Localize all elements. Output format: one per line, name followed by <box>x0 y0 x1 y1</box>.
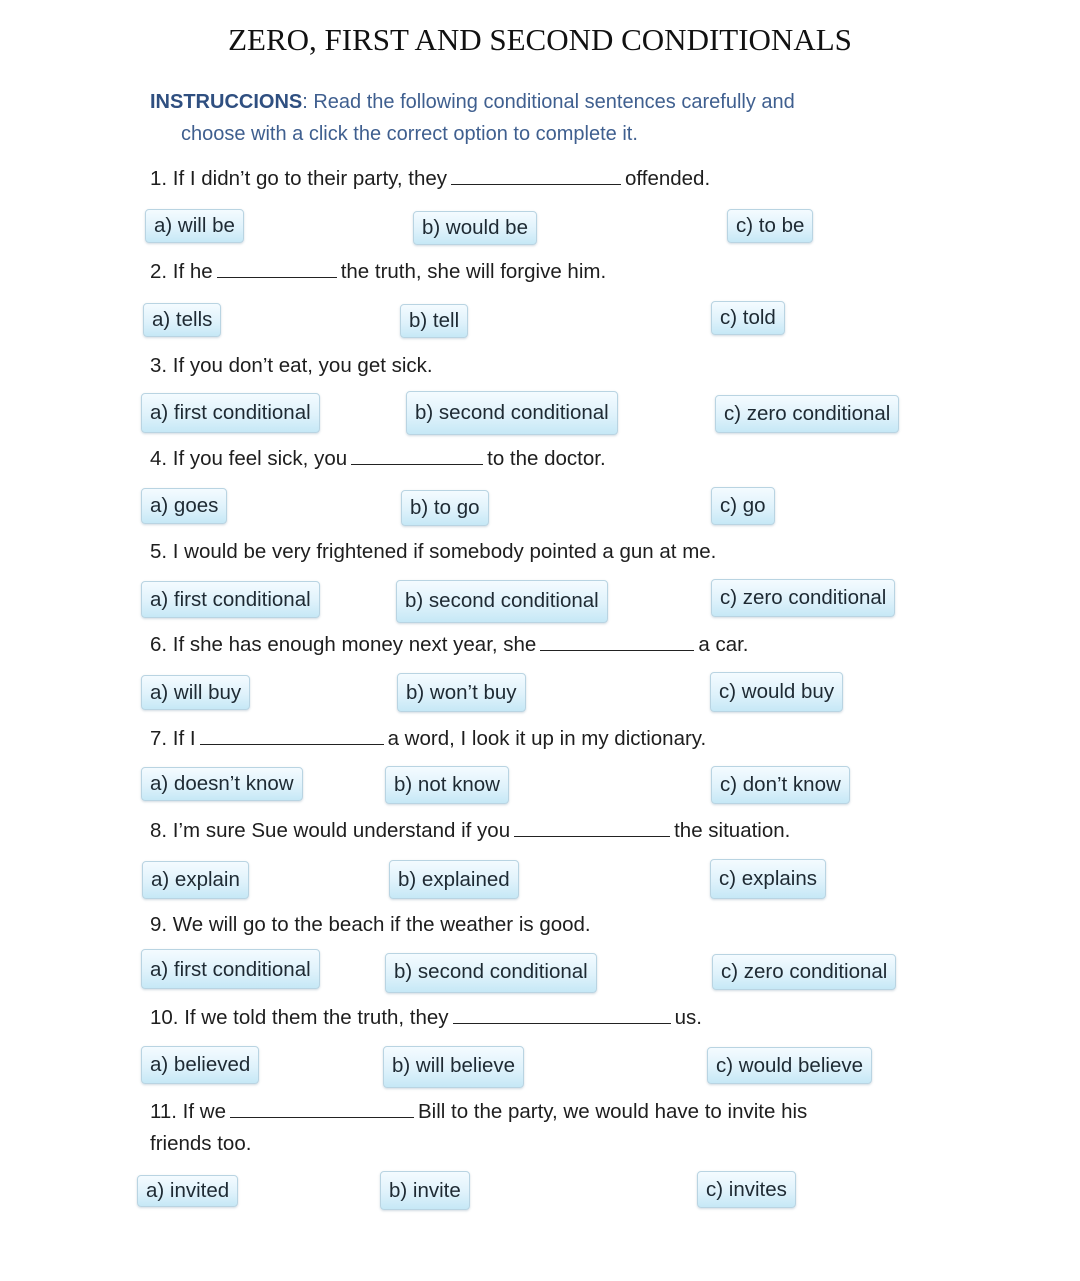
question-text: 11. If we <box>150 1100 226 1123</box>
option-b[interactable]: b) second conditional <box>396 580 608 623</box>
question-text: 1. If I didn’t go to their party, they <box>150 167 448 190</box>
option-c[interactable]: c) to be <box>727 209 813 243</box>
option-b[interactable]: b) to go <box>401 490 489 526</box>
answer-blank <box>217 257 337 278</box>
option-a[interactable]: a) believed <box>141 1046 259 1084</box>
option-c[interactable]: c) zero conditional <box>715 395 899 433</box>
option-a[interactable]: a) tells <box>143 303 221 337</box>
question-9 <box>150 910 591 940</box>
question-3 <box>150 351 433 381</box>
option-b[interactable]: b) tell <box>400 304 468 338</box>
question-text: 3. If you don’t eat, you get sick. <box>150 354 433 377</box>
option-a[interactable]: a) goes <box>141 488 227 524</box>
question-text-end: offended. <box>625 167 711 190</box>
option-c[interactable]: c) would believe <box>707 1047 872 1084</box>
option-b[interactable]: b) explained <box>389 860 519 899</box>
question-text: 5. I would be very frightened if somebody pointed a gun at me. <box>150 540 717 563</box>
question-7 <box>150 724 706 754</box>
question-text-end: to the doctor. <box>487 447 606 470</box>
answer-blank <box>514 816 670 837</box>
question-text: 10. If we told them the truth, they <box>150 1006 449 1029</box>
question-1 <box>150 164 710 194</box>
question-text-end: a word, I look it up in my dictionary. <box>387 727 707 750</box>
worksheet-title: ZERO, FIRST AND SECOND CONDITIONALS <box>228 22 852 57</box>
question-text: 9. We will go to the beach if the weather is good. <box>150 913 591 936</box>
option-c[interactable]: c) told <box>711 301 785 335</box>
option-a[interactable]: a) will be <box>145 209 244 243</box>
option-a[interactable]: a) first conditional <box>141 393 320 433</box>
option-c[interactable]: c) would buy <box>710 672 843 712</box>
option-b[interactable]: b) not know <box>385 766 509 804</box>
question-2 <box>150 257 606 287</box>
question-4 <box>150 444 606 474</box>
option-c[interactable]: c) zero conditional <box>711 579 895 617</box>
question-text-end: the truth, she will forgive him. <box>340 260 607 283</box>
instructions-line-2: choose with a click the correct option to complete it. <box>181 123 638 145</box>
answer-blank <box>230 1097 414 1118</box>
option-c[interactable]: c) don’t know <box>711 766 850 804</box>
option-c[interactable]: c) go <box>711 487 775 525</box>
question-6 <box>150 630 748 660</box>
option-c[interactable]: c) zero conditional <box>712 954 896 990</box>
question-text-end: us. <box>674 1006 702 1029</box>
question-text: 4. If you feel sick, you <box>150 447 348 470</box>
instructions <box>150 86 910 150</box>
option-c[interactable]: c) explains <box>710 859 826 899</box>
instructions-line-1: : Read the following conditional sentences carefully and <box>302 91 795 113</box>
question-8 <box>150 816 790 846</box>
question-text-end: Bill to the party, we would have to invite his <box>417 1100 808 1123</box>
answer-blank <box>451 164 621 185</box>
answer-blank <box>200 724 384 745</box>
question-11-line-2: friends too. <box>150 1132 252 1155</box>
option-b[interactable]: b) invite <box>380 1171 470 1210</box>
question-10 <box>150 1003 702 1033</box>
option-a[interactable]: a) explain <box>142 861 249 899</box>
question-text: 8. I’m sure Sue would understand if you <box>150 819 511 842</box>
question-5 <box>150 537 716 567</box>
option-b[interactable]: b) will believe <box>383 1046 524 1088</box>
option-a[interactable]: a) will buy <box>141 675 250 710</box>
option-a[interactable]: a) invited <box>137 1175 238 1207</box>
question-11 <box>150 1097 807 1127</box>
question-text-end: a car. <box>698 633 749 656</box>
answer-blank <box>540 630 694 651</box>
option-b[interactable]: b) second conditional <box>385 953 597 993</box>
option-a[interactable]: a) doesn’t know <box>141 767 303 801</box>
option-a[interactable]: a) first conditional <box>141 949 320 989</box>
option-b[interactable]: b) second conditional <box>406 391 618 435</box>
question-text: 7. If I <box>150 727 196 750</box>
answer-blank <box>351 444 483 465</box>
option-b[interactable]: b) won’t buy <box>397 673 526 712</box>
question-text: 2. If he <box>150 260 213 283</box>
option-b[interactable]: b) would be <box>413 211 537 245</box>
option-a[interactable]: a) first conditional <box>141 581 320 618</box>
question-text: 6. If she has enough money next year, she <box>150 633 537 656</box>
question-text-end: the situation. <box>674 819 791 842</box>
option-c[interactable]: c) invites <box>697 1171 796 1208</box>
answer-blank <box>453 1003 671 1024</box>
instructions-label: INSTRUCCIONS <box>150 91 303 113</box>
